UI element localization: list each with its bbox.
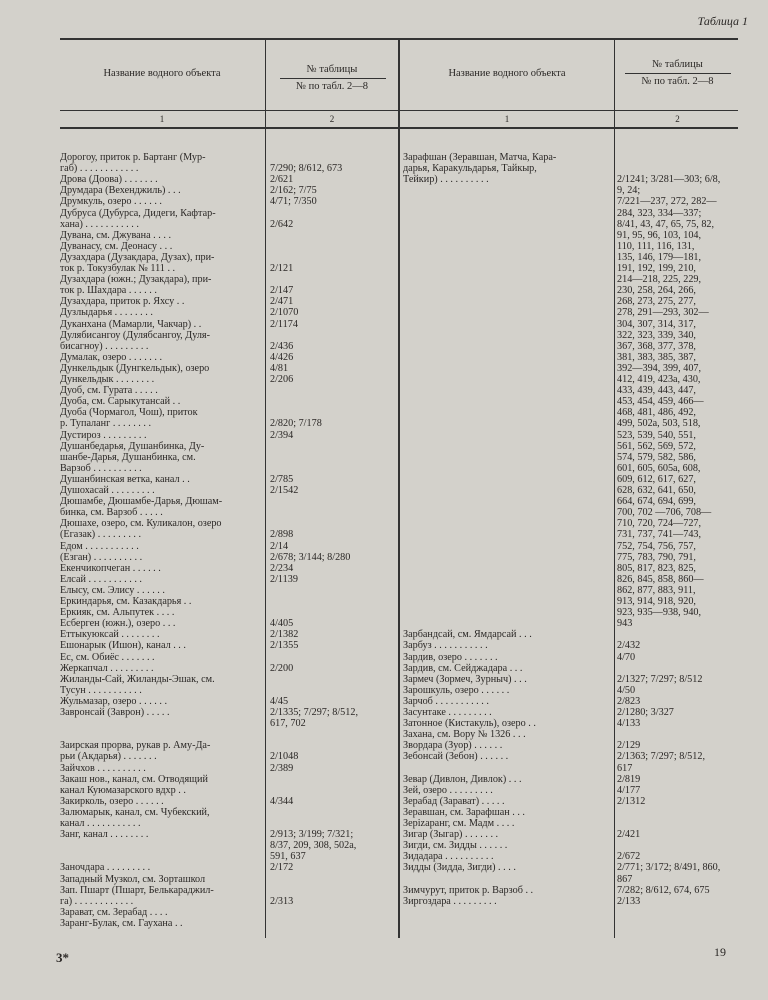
entry-name: Еттыкуюксай . . . . . . . .: [60, 629, 160, 641]
entry-table-ref: 499, 502а, 503, 518,: [617, 418, 701, 430]
right-col-table-header-bottom: № по табл. 2—8: [641, 76, 714, 87]
entry-table-ref: 943: [617, 618, 633, 630]
entry-table-ref: 601, 605, 605а, 608,: [617, 462, 701, 474]
entry-name: Дузахдара, приток р. Яхсу . .: [60, 296, 185, 308]
entry-table-ref: 805, 817, 823, 825,: [617, 562, 696, 574]
entry-table-ref: 381, 383, 385, 387,: [617, 351, 696, 363]
entry-name: Зардив, см. Сейджадара . . .: [403, 662, 523, 674]
entry-table-ref: 4/70: [617, 651, 636, 663]
entry-name: Зармеч (Зормеч, Зурныч) . . .: [403, 673, 527, 685]
entry-name: Завронсай (Заврон) . . . . .: [60, 707, 170, 718]
entry-table-ref: 8/37, 209, 308, 502а,: [270, 840, 357, 852]
entry-table-ref: 2/436: [270, 340, 294, 352]
entry-table-ref: 2/1363; 7/297; 8/512,: [617, 751, 706, 763]
entry-table-ref: 561, 562, 569, 572,: [617, 440, 696, 452]
entry-name: Дузлыдарья . . . . . . . .: [60, 307, 153, 319]
entry-name: Затонное (Кистакуль), озеро . .: [403, 718, 536, 730]
entry-name: Зарбандсай, см. Ямдарсай . . .: [403, 629, 532, 641]
entry-name: Думалак, озеро . . . . . . .: [60, 351, 163, 363]
entry-name: Заирская прорва, рукав р. Аму-Да-: [60, 740, 211, 752]
entry-table-ref: 7/290; 8/612, 673: [270, 163, 343, 175]
entry-table-ref: 2/389: [270, 762, 294, 774]
entry-table-ref: 392—394, 399, 407,: [617, 362, 702, 374]
entry-name: Дюшахе, озеро, см. Куликалон, озеро: [60, 518, 222, 530]
entry-table-ref: 2/678; 3/144; 8/280: [270, 551, 351, 563]
entry-table-ref: 913, 914, 918, 920,: [617, 596, 696, 607]
entry-table-ref: 412, 419, 423а, 430,: [617, 374, 701, 385]
entry-table-ref: 2/1355: [270, 640, 299, 652]
entry-name: (Егазак) . . . . . . . . .: [60, 529, 142, 541]
entry-table-ref: 617: [617, 762, 633, 774]
entry-name: Дункельдык . . . . . . . .: [60, 374, 155, 385]
entry-name: Зимчурут, приток р. Варзоб . .: [403, 884, 534, 896]
entry-name: Дувана, см. Джувана . . . .: [60, 229, 171, 241]
entry-name: Еркияк, см. Альпутек . . . .: [60, 607, 175, 619]
entry-table-ref: 2/1241; 3/281—303; 6/8,: [617, 174, 721, 186]
entry-table-ref: 664, 674, 694, 699,: [617, 496, 696, 508]
entry-table-ref: 2/1542: [270, 485, 299, 496]
entry-name: ток р. Шахдара . . . . . .: [60, 285, 157, 297]
entry-table-ref: 433, 439, 443, 447,: [617, 385, 696, 397]
entry-name: Дорогоу, приток р. Бартанг (Мур-: [60, 152, 206, 163]
left-colnum-2: 2: [329, 114, 335, 124]
entry-table-ref: 2/785: [270, 473, 294, 485]
entry-name: Зей, озеро . . . . . . . . .: [403, 784, 493, 796]
entry-table-ref: 2/1070: [270, 307, 299, 319]
entry-table-ref: 4/344: [270, 795, 294, 807]
right-col-name-header: Название водного объекта: [448, 68, 566, 79]
entry-name: бинка, см. Варзоб . . . . .: [60, 507, 163, 519]
entry-name: Едом . . . . . . . . . . .: [60, 540, 139, 552]
entry-table-ref: 574, 579, 582, 586,: [617, 451, 696, 463]
entry-table-ref: 2/1327; 7/297; 8/512: [617, 673, 703, 685]
entry-name: Дуканхана (Мамарли, Чакчар) . .: [60, 318, 202, 330]
entry-name: Зерizaранг, см. Мадм . . . .: [403, 818, 515, 829]
entry-table-ref: 2/1174: [270, 318, 298, 330]
entry-table-ref: 4/45: [270, 695, 289, 707]
left-col-name-header: Название водного объекта: [103, 68, 221, 79]
body-col-divider-1: [265, 128, 266, 938]
entry-table-ref: 2/234: [270, 562, 294, 574]
entry-name: шанбе-Дарья, Душанбинка, см.: [60, 451, 196, 463]
entry-name: Засунтаке . . . . . . . . .: [403, 707, 492, 718]
right-colnum-2: 2: [675, 114, 680, 124]
entry-name: Занг, канал . . . . . . . .: [60, 829, 149, 841]
entry-name: рьи (Акдарья) . . . . . . .: [60, 751, 157, 763]
header-col-divider-3: [614, 40, 615, 128]
entry-name: Зигди, см. Зидды . . . . . .: [403, 840, 508, 852]
header-col-divider-1: [265, 40, 266, 128]
entry-table-ref: 191, 192, 199, 210,: [617, 263, 696, 274]
entry-table-ref: 110, 111, 116, 131,: [617, 240, 695, 252]
entry-name: Дустироз . . . . . . . . .: [60, 429, 147, 441]
page-number: 19: [714, 945, 726, 959]
entry-table-ref: 2/1048: [270, 751, 299, 763]
entry-table-ref: 609, 612, 617, 627,: [617, 473, 696, 485]
entry-name: Зидадара . . . . . . . . . .: [403, 851, 494, 863]
entry-table-ref: 4/50: [617, 684, 636, 696]
entry-name: Зебонсай (Зебон) . . . . . .: [403, 751, 509, 763]
entry-name: Дузахдара (Дузакдара, Дузах), при-: [60, 251, 215, 263]
entry-table-ref: 2/432: [617, 640, 641, 652]
entry-table-ref: 617, 702: [270, 718, 306, 730]
entry-table-ref: 2/819: [617, 773, 641, 785]
entry-name: Закаш нов., канал, см. Отводящий: [60, 773, 208, 785]
entry-name: Елысу, см. Элису . . . . . .: [60, 584, 165, 596]
left-col-table-header-bottom: № по табл. 2—8: [295, 81, 369, 92]
entry-table-ref: 304, 307, 314, 317,: [617, 318, 696, 330]
entry-table-ref: 2/14: [270, 540, 289, 552]
entry-table-ref: 2/200: [270, 662, 294, 674]
entry-name: Зарчоб . . . . . . . . . . .: [403, 695, 489, 707]
entry-table-ref: 322, 323, 339, 340,: [617, 329, 696, 341]
entry-name: Дюшамбе, Дюшамбе-Дарья, Дюшам-: [60, 496, 223, 508]
entry-table-ref: 284, 323, 334—337;: [617, 207, 702, 219]
signature-mark: 3*: [56, 950, 69, 965]
entry-table-ref: 2/172: [270, 862, 294, 874]
entry-name: Зарафшан (Зеравшан, Матча, Кара-: [403, 152, 557, 163]
entry-table-ref: 700, 702 —706, 708—: [617, 507, 712, 519]
entry-table-ref: 2/823: [617, 695, 641, 707]
right-colnum-1: 1: [504, 114, 510, 124]
entry-name: Душанбинская ветка, канал . .: [60, 473, 190, 485]
entry-name: ток р. Токузбулак № 111 . .: [60, 263, 176, 274]
entry-name: Еркиндарья, см. Казакдарья . .: [60, 596, 192, 607]
entry-table-ref: 826, 845, 858, 860—: [617, 573, 704, 585]
entry-name: Дубруса (Дубурса, Дидеги, Кафтар-: [60, 207, 216, 219]
entry-table-ref: 2/121: [270, 263, 294, 274]
entry-name: Дуоб, см. Гурата . . . . .: [60, 385, 158, 397]
entry-table-ref: 2/1280; 3/327: [617, 707, 674, 718]
entry-table-ref: 862, 877, 883, 911,: [617, 584, 696, 596]
entry-name: Зигар (Зыгар) . . . . . . .: [403, 829, 499, 841]
entry-table-ref: 2/642: [270, 218, 294, 230]
body-center-divider: [398, 128, 400, 938]
entry-table-ref: 2/133: [617, 895, 641, 907]
entry-table-ref: 4/426: [270, 351, 294, 363]
entry-table-ref: 2/162; 7/75: [270, 185, 317, 197]
entry-table-ref: 4/133: [617, 718, 641, 730]
entry-table-ref: 867: [617, 873, 633, 885]
entry-table-ref: 731, 737, 741—743,: [617, 529, 702, 541]
entry-name: Заранг-Булак, см. Гаухана . .: [60, 917, 183, 929]
entry-table-ref: 591, 637: [270, 851, 306, 863]
entry-table-ref: 7/221—237, 272, 282—: [617, 196, 717, 208]
entry-table-ref: 268, 273, 275, 277,: [617, 296, 696, 308]
entry-table-ref: 775, 783, 790, 791,: [617, 551, 696, 563]
entry-table-ref: 2/621: [270, 174, 294, 186]
entry-name: Жеркапчал . . . . . . . . .: [60, 662, 154, 674]
entry-name: Екенчикопчеган . . . . . .: [60, 562, 161, 574]
entry-table-ref: 214—218, 225, 229,: [617, 274, 702, 286]
entry-name: Дункельдык (Дунгкельдык), озеро: [60, 362, 210, 374]
entry-name: дарья, Каракульдарья, Тайкыр,: [403, 163, 537, 175]
entry-name: Зевар (Дивлон, Дивлок) . . .: [403, 773, 522, 785]
entry-table-ref: 453, 454, 459, 466—: [617, 396, 704, 408]
entry-name: Душанбедарья, Душанбинка, Ду-: [60, 440, 205, 452]
entry-name: Дузахдара (южн.; Дузакдара), при-: [60, 274, 212, 286]
body-col-divider-3: [614, 128, 615, 938]
entry-name: га) . . . . . . . . . . . .: [60, 895, 134, 907]
entry-table-ref: 2/913; 3/199; 7/321;: [270, 829, 354, 841]
right-col-table-header-rule: [625, 73, 731, 74]
entry-name: Зарбуз . . . . . . . . . . .: [403, 640, 488, 652]
entry-name: канал Куюмазарского вдхр . .: [60, 784, 186, 796]
entry-table-ref: 752, 754, 756, 757,: [617, 540, 696, 552]
entry-table-ref: 2/313: [270, 895, 294, 907]
entry-name: Жиланды-Сай, Жиланды-Эшак, см.: [60, 673, 215, 685]
entry-name: Зеравшан, см. Зарафшан . . .: [403, 806, 525, 818]
entry-table-ref: 2/820; 7/178: [270, 418, 322, 430]
entry-name: Елсай . . . . . . . . . . .: [60, 573, 142, 585]
entry-name: бисагноу) . . . . . . . . .: [60, 340, 149, 352]
entry-name: Есберген (южн.), озеро . . .: [60, 618, 176, 630]
entry-name: Заночдара . . . . . . . . .: [60, 862, 151, 874]
entry-table-ref: 7/282; 8/612, 674, 675: [617, 884, 710, 896]
entry-name: хана) . . . . . . . . . . .: [60, 218, 139, 230]
right-col-table-header-top: № таблицы: [652, 59, 703, 70]
entry-table-ref: 135, 146, 179—181,: [617, 251, 702, 263]
entry-name: Тейкир) . . . . . . . . . .: [403, 174, 489, 186]
entry-name: Зиргоздара . . . . . . . . .: [403, 895, 497, 907]
entry-name: Дулябисангоу (Дулябсангоу, Дуля-: [60, 329, 211, 341]
entry-name: Западный Музкол, см. Зорташкол: [60, 873, 206, 885]
entry-name: Зарошкуль, озеро . . . . . .: [403, 684, 510, 696]
entry-table-ref: 2/147: [270, 285, 294, 297]
entry-table-ref: 923, 935—938, 940,: [617, 607, 702, 619]
entry-table-ref: 468, 481, 486, 492,: [617, 407, 696, 419]
entry-name: Зайчхов . . . . . . . . . .: [60, 762, 146, 774]
entry-table-ref: 2/421: [617, 829, 641, 841]
entry-table-ref: 230, 258, 264, 266,: [617, 285, 696, 297]
entry-table-ref: 2/1312: [617, 795, 646, 807]
entry-table-ref: 8/41, 43, 47, 65, 75, 82,: [617, 218, 715, 230]
table-label: Таблица 1: [697, 14, 748, 28]
entry-name: Дрова (Доова) . . . . . . .: [60, 174, 158, 186]
entry-name: Зарават, см. Зерабад . . . .: [60, 906, 168, 918]
entry-name: Друмдара (Вехенджиль) . . .: [60, 185, 181, 197]
entry-name: Душохасай . . . . . . . . .: [60, 485, 155, 496]
left-col-table-header-top: № таблицы: [306, 64, 358, 75]
entry-name: (Езган) . . . . . . . . . .: [60, 551, 143, 563]
entry-table-ref: 2/1335; 7/297; 8/512,: [270, 707, 359, 718]
entry-name: Зардив, озеро . . . . . . .: [403, 651, 498, 663]
entry-table-ref: 2/129: [617, 740, 641, 752]
entry-name: Тусун . . . . . . . . . . .: [60, 684, 142, 696]
entry-name: Зап. Пшарт (Пшарт, Белькараджил-: [60, 884, 214, 896]
entry-table-ref: 4/81: [270, 362, 289, 374]
entry-table-ref: 2/471: [270, 296, 294, 308]
entry-name: Варзоб . . . . . . . . . .: [60, 462, 142, 474]
entry-name: Зидды (Зидда, Зигди) . . . .: [403, 862, 516, 874]
entry-name: Захана, см. Вору № 1326 . . .: [403, 729, 526, 741]
entry-table-ref: 628, 632, 641, 650,: [617, 485, 696, 496]
header-center-divider: [398, 40, 400, 128]
entry-table-ref: 278, 291—293, 302—: [617, 307, 709, 319]
entry-table-ref: 2/771; 3/172; 8/491, 860,: [617, 862, 721, 874]
entry-table-ref: 2/394: [270, 429, 294, 441]
entry-table-ref: 2/206: [270, 374, 294, 385]
entry-name: Звордара (Зуор) . . . . . .: [403, 740, 503, 752]
left-col-table-header-rule: [280, 78, 386, 79]
entry-name: Друмкуль, озеро . . . . . .: [60, 196, 162, 208]
entry-table-ref: 367, 368, 377, 378,: [617, 340, 696, 352]
entry-table-ref: 710, 720, 724—727,: [617, 518, 702, 530]
entry-name: Дуванасу, см. Деонасу . . .: [60, 240, 173, 252]
entry-name: р. Тупаланг . . . . . . . .: [60, 418, 152, 430]
entry-table-ref: 2/1139: [270, 573, 298, 585]
entry-name: Дуоба, см. Сарыкутансай . .: [60, 396, 181, 408]
entry-name: Ес, см. Обиёс . . . . . . .: [60, 651, 155, 663]
entry-name: Закирколь, озеро . . . . . .: [60, 795, 164, 807]
entry-name: Зерабад (Зарават) . . . . .: [403, 795, 505, 807]
entry-table-ref: 4/71; 7/350: [270, 196, 317, 208]
left-colnum-1: 1: [159, 114, 165, 124]
entry-table-ref: 9, 24;: [617, 185, 641, 197]
entry-table-ref: 2/672: [617, 851, 641, 863]
entry-name: Жульмазар, озеро . . . . . .: [60, 695, 168, 707]
entry-name: канал . . . . . . . . . . .: [60, 818, 141, 829]
entry-name: Дуоба (Чормагол, Чош), приток: [60, 407, 198, 419]
entry-table-ref: 91, 95, 96, 103, 104,: [617, 229, 702, 241]
entry-table-ref: 2/1382: [270, 629, 299, 641]
entry-name: габ) . . . . . . . . . . . .: [60, 163, 139, 175]
entry-table-ref: 523, 539, 540, 551,: [617, 429, 696, 441]
entry-name: Залюмарык, канал, см. Чубекский,: [60, 806, 210, 818]
entry-name: Ешонарык (Ишон), канал . . .: [60, 640, 186, 652]
entry-table-ref: 2/898: [270, 529, 294, 541]
entry-table-ref: 4/405: [270, 618, 294, 630]
entry-table-ref: 4/177: [617, 784, 641, 796]
